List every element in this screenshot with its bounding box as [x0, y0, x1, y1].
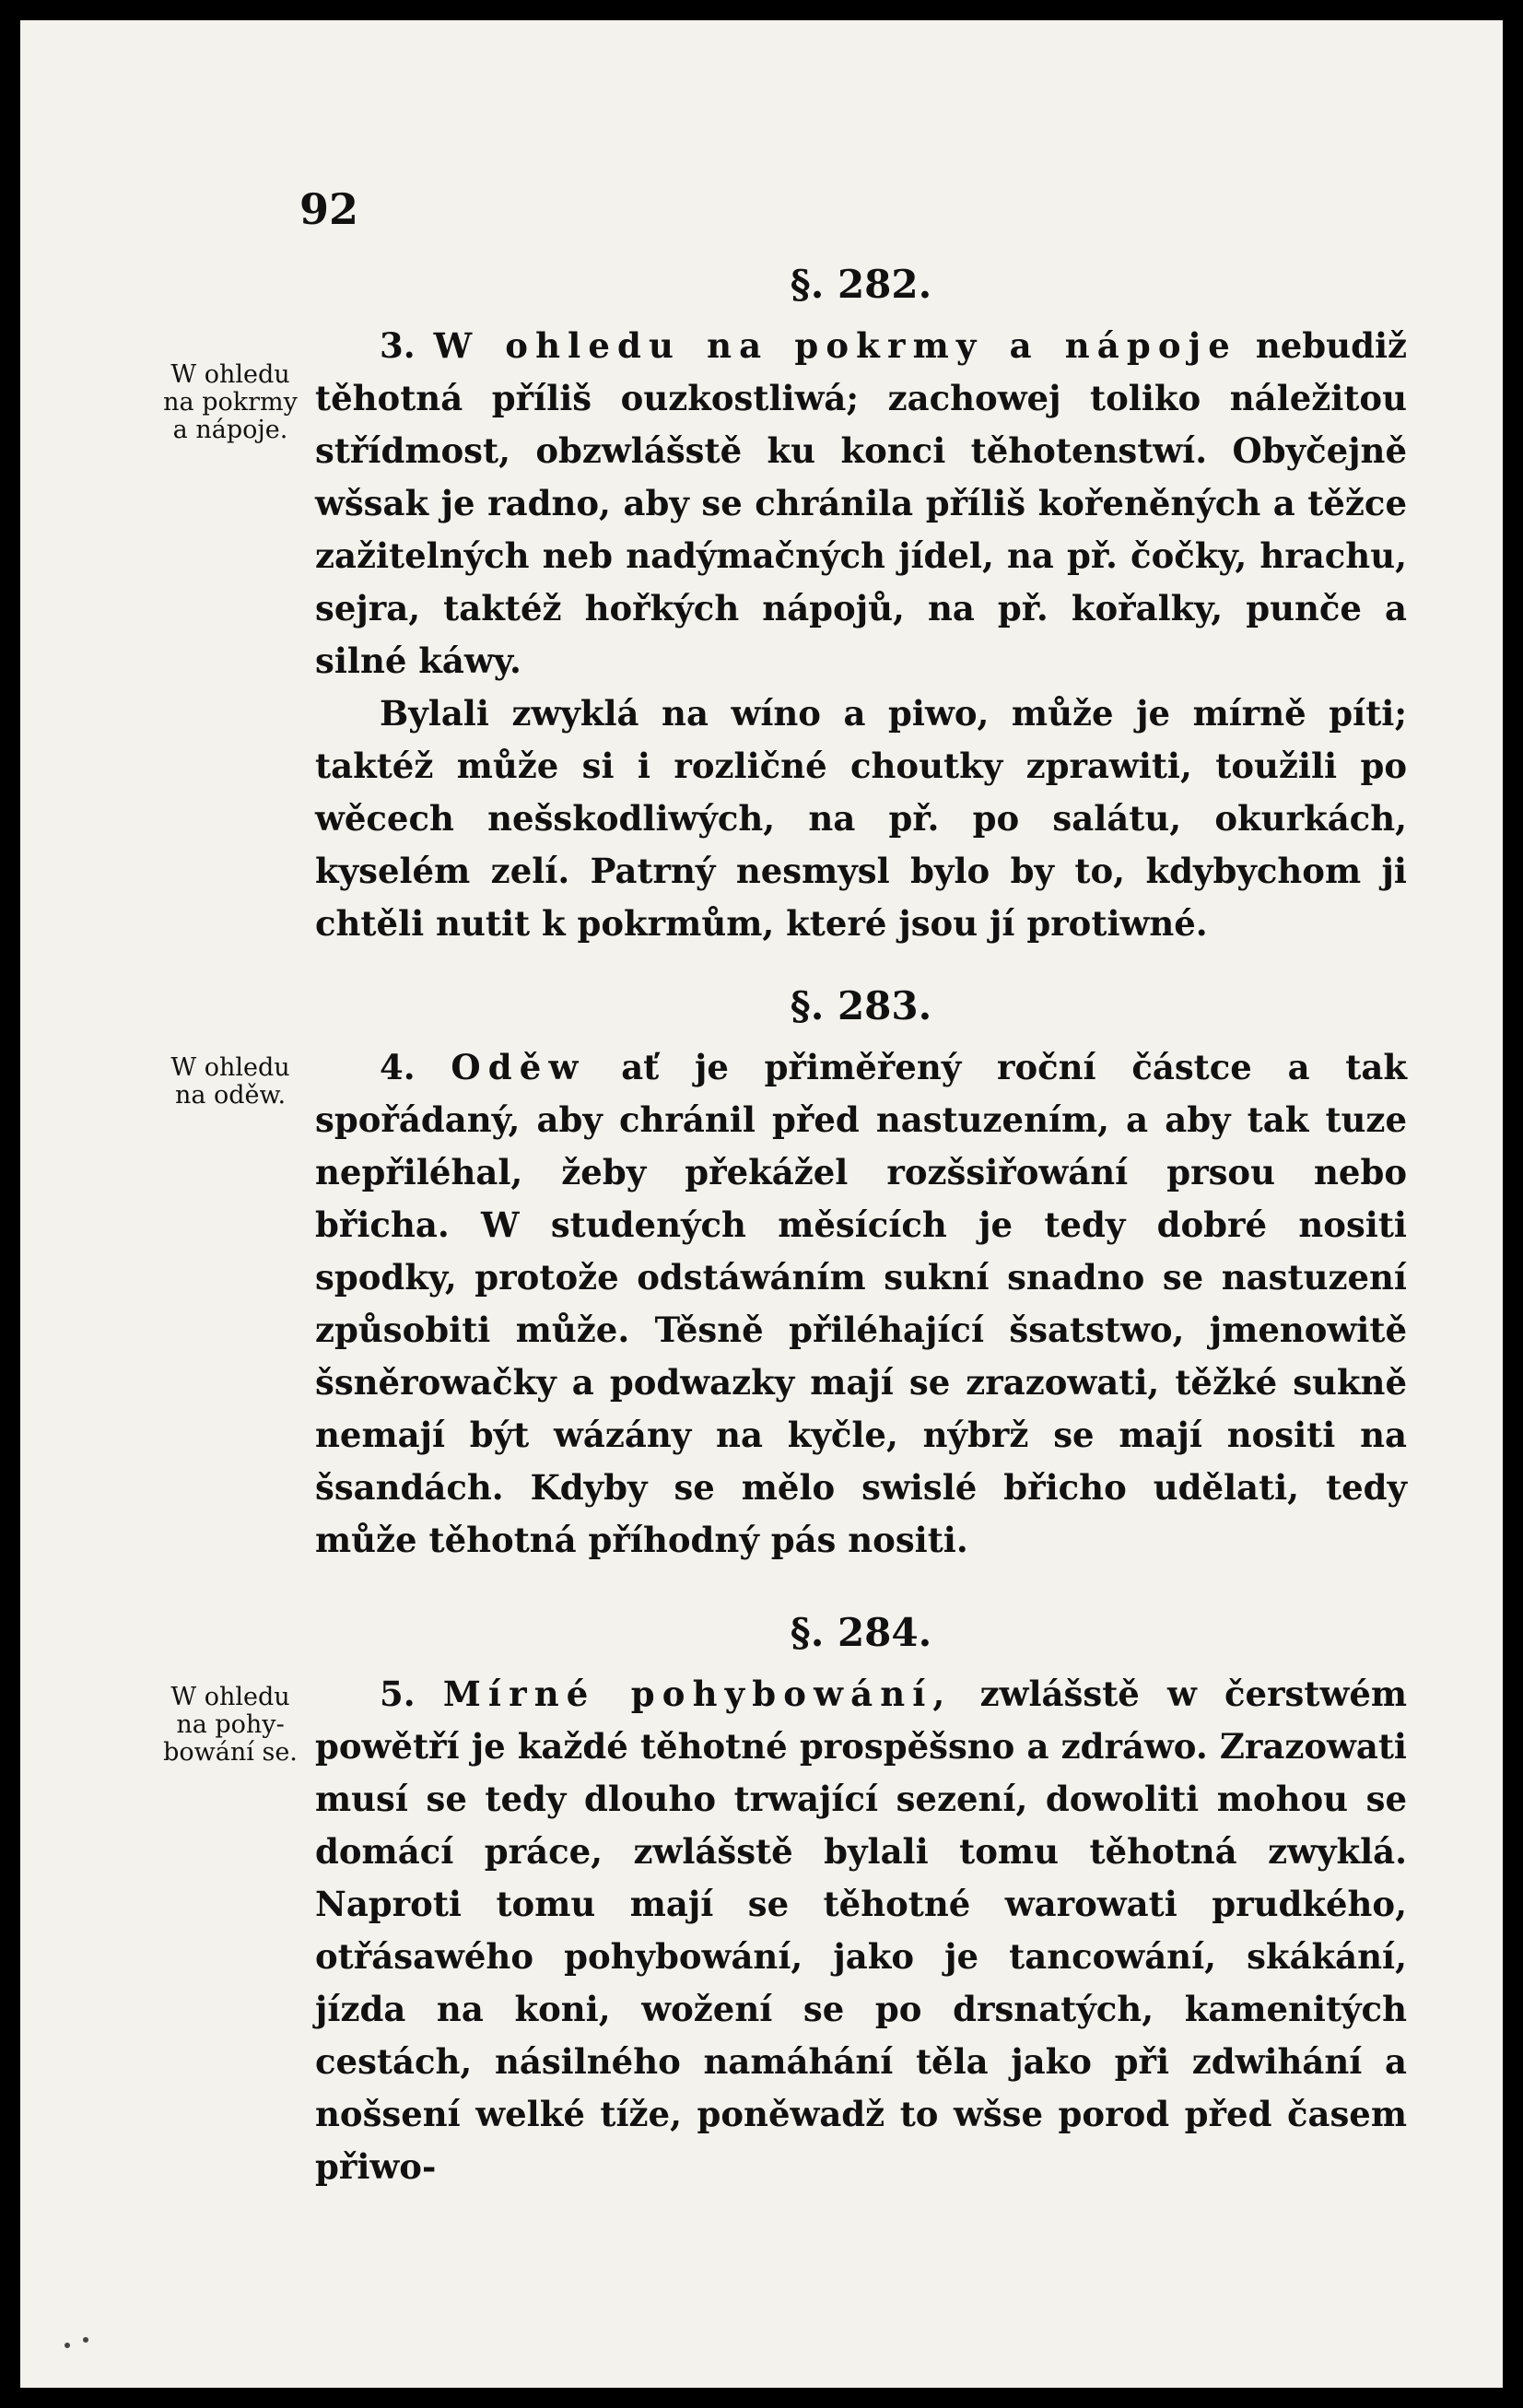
section-heading: §. 283.: [790, 983, 932, 1028]
paragraph-text: ať je přiměřený roční částce a tak spořádaný, aby chránil před nastuzením, a aby tak tuze nepřiléhal, žeby překážel rozšsiřowání prsou nebo břicha. W studených měsících je tedy dobré nositi spodky, protože odstáwáním sukní snadno se nastuzení způsobiti může. Těsně přiléhající šsatstwo, jmenowitě šsněrowačky a podwazky mají se zrazowati, těžké sukně nemají být wázány na kyčle, nýbrž se mají nositi na šsandách. Kdyby se mělo swislé břicho udělati, tedy může těhotná příhodný pás nositi.: [315, 1047, 1407, 1560]
paragraph: [315, 1668, 1407, 2193]
margin-note-food: [138, 361, 322, 444]
paper-speck: [83, 2337, 88, 2343]
margin-note-line: W ohledu: [170, 1053, 290, 1082]
section-heading: §. 282.: [790, 262, 932, 307]
paragraph: [315, 687, 1407, 950]
page-number: 92: [299, 184, 359, 234]
margin-note-line: W ohledu: [170, 1683, 290, 1711]
paper-speck: [64, 2343, 70, 2348]
paragraph-text: zwlášstě w čerstwém powětří je každé těhotné prospěšsno a zdráwo. Zrazowati musí se tedy dlouho trwající sezení, dowoliti mohou se domácí práce, zwlášstě bylali tomu těhotná zwyklá. Naproti tomu mají se těhotné warowati prudkého, otřásawého pohybowání, jako je tancowání, skákání, jízda na koni, wožení se po drsnatých, kamenitých cestách, násilného namáhání těla jako při zdwihání a nošsení welké tíže, poněwadž to wšse porod před časem přiwo-: [315, 1674, 1408, 2187]
emphasized-term: Oděw: [451, 1047, 586, 1087]
margin-note-line: na pokrmy: [163, 388, 298, 417]
paragraph: [315, 1041, 1407, 1567]
section-284: [315, 1610, 1407, 2193]
paragraph-text: Bylali zwyklá na wíno a piwo, může je mírně píti; taktéž může si i rozličné choutky zprawiti, toužili po wěcech nešskodliwých, na př. po salátu, okurkách, kyselém zelí. Patrný nesmysl bylo by to, kdybychom ji chtěli nutit k pokrmům, které jsou jí protiwné.: [315, 693, 1407, 944]
margin-note-line: na oděw.: [174, 1081, 287, 1110]
margin-note-line: bowání se.: [163, 1738, 298, 1767]
margin-note-line: W ohledu: [170, 360, 290, 389]
section-283: [315, 983, 1407, 1567]
paragraph-number: 4.: [380, 1047, 416, 1087]
book-page: [20, 20, 1503, 2388]
section-heading: §. 284.: [790, 1610, 932, 1655]
section-282: [315, 262, 1407, 950]
emphasized-term: W ohledu na pokrmy a nápoje: [433, 325, 1237, 366]
paragraph: [315, 320, 1407, 687]
margin-note-movement: [138, 1684, 322, 1767]
paragraph-text: nebudiž těhotná příliš ouzkostliwá; zachowej toliko náležitou střídmost, obzwlášstě ku konci těhotenstwí. Obyčejně wšsak je radno, aby se chránila příliš kořeněných a těžce zažitelných neb nadýmačných jídel, na př. čočky, hrachu, sejra, taktéž hořkých nápojů, na př. kořalky, punče a silné káwy.: [315, 325, 1408, 681]
emphasized-term: Mírné pohybowání,: [442, 1674, 953, 1714]
paragraph-number: 5.: [380, 1674, 416, 1714]
paragraph-number: 3.: [380, 325, 416, 366]
margin-note-clothing: [138, 1054, 322, 1110]
margin-note-line: na pohy-: [176, 1710, 285, 1739]
margin-note-line: a nápoje.: [172, 416, 288, 444]
